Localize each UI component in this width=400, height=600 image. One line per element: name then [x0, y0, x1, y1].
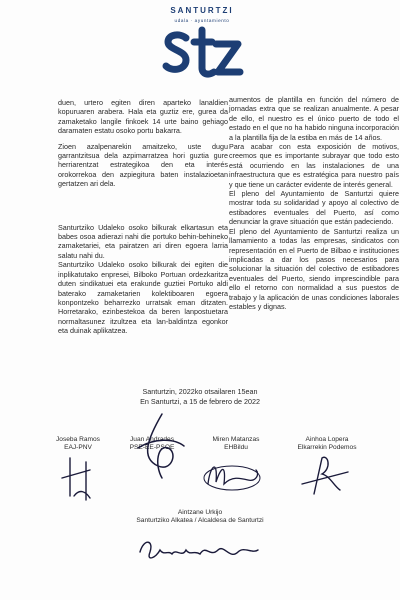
logo-name: SANTURTZI [170, 6, 234, 15]
signatory-4-name: Ainhoa Lopera [305, 436, 349, 443]
signatory-2-name: Juan Andrades [130, 436, 174, 443]
basque-paragraph-1: duen, urtero egiten diren aparteko lanaldien kopuruaren arabera. Hala eta guztiz ere, gurea da zamaketako langile finkoek 14 urte baino gehiago daramaten estatu osoko portu bakarra. [58, 98, 228, 136]
signatory-3-name: Miren Matanzas [212, 436, 260, 443]
date-basque: Santurtzin, 2022ko otsailaren 15ean [142, 387, 258, 396]
date-spanish: En Santurtzi, a 15 de febrero de 2022 [140, 397, 260, 406]
signatory-4-party: Elkarrekin Podemos [297, 444, 357, 452]
basque-column [58, 98, 228, 336]
signatory-1-party: EAJ-PNV [64, 444, 92, 452]
basque-paragraph-3: Santurtziko Udaleko osoko bilkurak elkartasun eta babes osoa adierazi nahi die portuko behin-behineko zamaketariei, eta pairatzen ari diren egoera larria salatu nahi du. [58, 222, 228, 260]
signature-ainhoa-lopera [296, 450, 356, 500]
basque-paragraph-4: Santurtziko Udaleko osoko bilkurak dei egiten die inplikatutako enpresei, Bilboko Portuan ordezkaritza duten sindikatuei eta erakunde guztiei Portuko aldi baterako zamaketarien kolektiboaren egoera konpontzeko beharrezko urratsak eman ditzaten. Horretarako, ezinbestekoa da beren lanpostuetara normaltasunez itzultzea eta lan-baldintza egonkor eta duinak aplikatzea. [58, 260, 228, 336]
stz-logo-mark [158, 24, 246, 88]
spanish-paragraph-2: Para acabar con esta exposición de motivos, creemos que es importante subrayar que todo esto está ocurriendo en las instalaciones de una infraestructura que es estratégica para nuestro país y que tiene un carácter evidente de interés general. [229, 142, 399, 189]
signature-juan-andrades [118, 408, 198, 488]
signature-joseba-ramos [56, 448, 106, 508]
basque-paragraph-2: Zioen azalpenarekin amaitzeko, uste dugu garrantzitsua dela azpimarratzea hori guztia gure herriarentzat estrategikoa den eta interés orokorrekoa den azpiegitura baten instalazioetan gertatzen ari dela. [58, 141, 228, 189]
signatory-3-party: EHBildu [224, 444, 248, 452]
signature-miren-matanzas [196, 448, 276, 498]
logo-subtitle: udala · ayuntamiento [174, 18, 230, 23]
mayor-block [120, 509, 280, 526]
mayor-name: Aintzane Urkijo [177, 509, 223, 516]
signatory-1-name: Joseba Ramos [56, 436, 100, 443]
spanish-paragraph-3: El pleno del Ayuntamiento de Santurtzi quiere mostrar toda su solidaridad y apoyo al colectivo de estibadores eventuales del Puerto, así como denunciar la grave situación que están padeciendo. [229, 189, 399, 227]
spanish-paragraph-1: aumentos de plantilla en función del número de jornadas extra que se realizan anualmente. A pesar de ello, el nuestro es el único puerto de todo el estado en el que no ha habido ninguna incorporación a la plantilla fija de la estiba en más de 14 años. [229, 95, 399, 142]
signature-aintzane-urkijo [134, 530, 264, 570]
mayor-title: Santurtziko Alkatea / Alcaldesa de Santurtzi [136, 517, 264, 525]
signatory-2-party: PSE-EE-PSOE [129, 444, 175, 452]
santurtzi-logo [152, 6, 252, 88]
spanish-column [229, 95, 399, 311]
spanish-paragraph-4: El pleno del Ayuntamiento de Santurtzi realiza un llamamiento a todas las empresas, sindicatos con representación en el Puerto de Bilbao e instituciones implicadas a dar los pasos necesarios para solucionar la situación del colectivo de estibadores eventuales del Puerto, siendo imprescindible para ello el retorno con normalidad a sus puestos de trabajo y la aplicación de unas condiciones laborales estables y dignas. [229, 226, 399, 311]
